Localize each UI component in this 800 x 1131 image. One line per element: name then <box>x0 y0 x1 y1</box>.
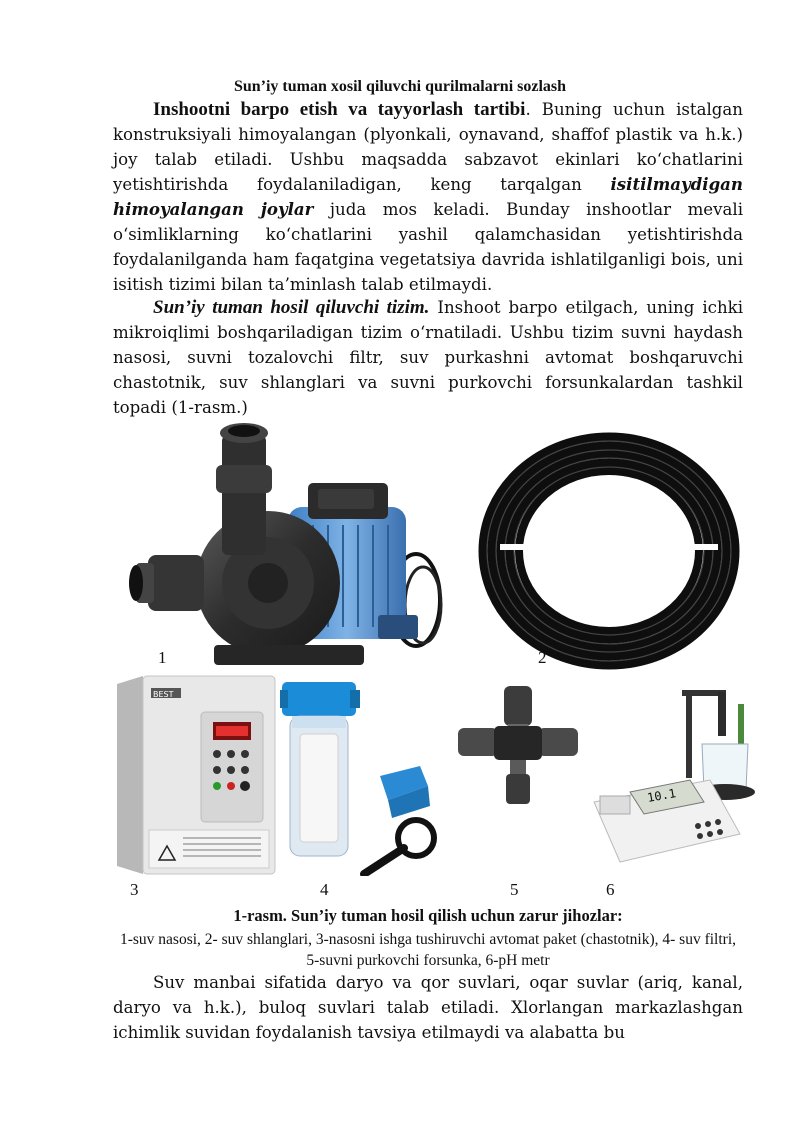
water-filter-image <box>280 676 440 876</box>
paragraph-2 <box>113 295 743 420</box>
figure-label-3: 3 <box>130 880 139 899</box>
sprinkler-nozzle-image <box>456 684 580 810</box>
paragraph-1-text-a: . Buning uchun istalgan konstruksiyali himoyalangan (plyonkali, oynavand, shaffof plastik va h.k.) joy talab etiladi. Ushbu maqsadda sabzavot ekinlari koʻchatlarini yetishtirishda foydalaniladigan, keng tarqalgan <box>113 100 743 194</box>
figure-label-2: 2 <box>538 648 547 667</box>
frequency-inverter-image <box>113 674 278 884</box>
paragraph-1 <box>113 97 743 297</box>
figure-caption-title: 1-rasm. Sun’iy tuman hosil qilish uchun zarur jihozlar: <box>233 906 623 925</box>
figure-label-5: 5 <box>510 880 519 899</box>
figure-label-4: 4 <box>320 880 329 899</box>
page-title: Sun’iy tuman xosil qiluvchi qurilmalarni sozlash <box>233 78 567 95</box>
paragraph-1-text-b: juda mos keladi. Bunday inshootlar mevali oʻsimliklarning koʻchatlarini yashil qalamchasidan yetishtirishda foydalanilganda ham faqatgina vegetatsiya davrida ishlatilganligi bois, uni isitish tizimi bilan ta’minlash talab etilmaydi. <box>113 200 744 294</box>
paragraph-1-emphasis: isitilmaydigan himoyalangan joylar <box>113 174 743 219</box>
figure-caption-body: 1-suv nasosi, 2- suv shlanglari, 3-nasosni ishga tushiruvchi avtomat paket (chastotnik), 4- suv filtri, 5-suvni purkovchi forsunka, 6-pH metr <box>119 931 737 969</box>
paragraph-1-lead: Inshootni barpo etish va tayyorlash tartibi <box>153 99 526 120</box>
figure-label-6: 6 <box>606 880 615 899</box>
figure-label-1: 1 <box>158 648 167 667</box>
paragraph-2-lead: Sun’iy tuman hosil qiluvchi tizim. <box>153 297 430 318</box>
ph-meter-image <box>590 684 770 874</box>
water-pump-image <box>118 415 458 677</box>
water-hose-coil-image <box>478 432 740 670</box>
inverter-brand-text: BEST <box>153 690 174 699</box>
ph-display-reading: 10.1 <box>646 786 677 805</box>
paragraph-3: Suv manbai sifatida daryo va qor suvlari, oqar suvlar (ariq, kanal, daryo va h.k.), buloq suvlari talab etiladi. Xlorlangan markazlashgan ichimlik suvidan foydalanish tavsiya etilmaydi va alabatta bu <box>113 973 743 1042</box>
paragraph-2-text: Inshoot barpo etilgach, uning ichki mikroiqlimi boshqariladigan tizim oʻrnatiladi. Ushbu tizim suvni haydash nasosi, suvni tozalovchi filtr, suv purkashni avtomat boshqaruvchi chastotnik, suv shlanglari va suvni purkovchi forsunkalardan tashkil topadi (1-rasm.) <box>113 298 744 417</box>
